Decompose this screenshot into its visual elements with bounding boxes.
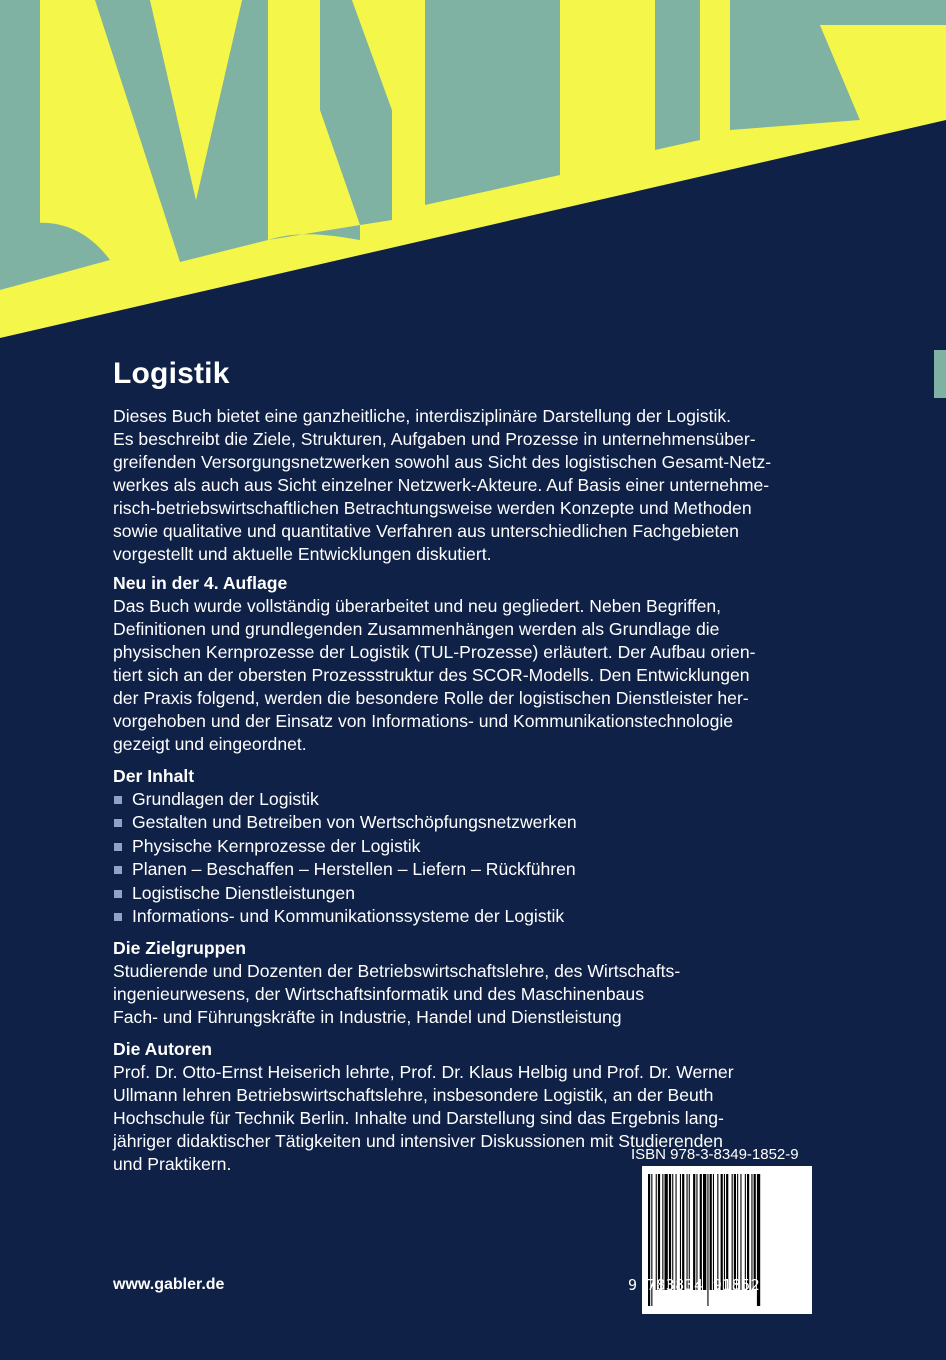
barcode-bar [658, 1174, 660, 1290]
list-item: Planen – Beschaffen – Herstellen – Liefern – Rückführen [113, 858, 833, 881]
square-bullet-icon [114, 913, 122, 921]
authors-heading: Die Autoren [113, 1039, 213, 1060]
cover-art [0, 0, 946, 360]
new-edition-section [113, 572, 833, 756]
barcode-bar [740, 1174, 741, 1290]
barcode-bar [732, 1174, 733, 1290]
contents-list [113, 788, 833, 928]
edge-tab [934, 350, 946, 398]
square-bullet-icon [114, 843, 122, 851]
barcode-bar [687, 1174, 688, 1290]
audience-line: ingenieurwesens, der Wirtschaftsinformatik und des Maschinenbaus [113, 984, 645, 1005]
barcode-bar [713, 1174, 714, 1290]
barcode-bar [672, 1174, 673, 1290]
barcode-bar [665, 1174, 668, 1290]
barcode-bar [703, 1174, 706, 1290]
new-edition-line: der Praxis folgend, werden die besondere Rolle der logistischen Dienstleister her- [113, 688, 749, 708]
barcode-bar [696, 1174, 697, 1290]
authors-line: und Praktikern. [113, 1154, 232, 1175]
barcode-bar [747, 1174, 749, 1290]
barcode-bar [751, 1174, 752, 1290]
authors-line: Hochschule für Technik Berlin. Inhalte und Darstellung sind das Ergebnis lang- [113, 1108, 724, 1129]
intro-line: Dieses Buch bietet eine ganzheitliche, interdisziplinäre Darstellung der Logistik. [113, 406, 732, 426]
square-bullet-icon [114, 866, 122, 874]
barcode-bar [700, 1174, 702, 1290]
audience-section [113, 937, 833, 1029]
new-edition-line: physischen Kernprozesse der Logistik (TUL-Prozesse) erläutert. Der Aufbau orien- [113, 642, 756, 662]
new-edition-line: Das Buch wurde vollständig überarbeitet und neu gegliedert. Neben Begriffen, [113, 596, 722, 616]
barcode-bar [710, 1174, 712, 1290]
new-edition-line: Definitionen und grundlegenden Zusammenhängen werden als Grundlage die [113, 619, 720, 639]
square-bullet-icon [114, 796, 122, 804]
barcode-bar [682, 1174, 684, 1290]
list-item: Grundlagen der Logistik [113, 788, 833, 811]
barcode-bar [689, 1174, 690, 1290]
list-item: Informations- und Kommunikationssysteme der Logistik [113, 905, 833, 928]
isbn-label: ISBN 978-3-8349-1852-9 [631, 1146, 799, 1163]
new-edition-line: gezeigt und eingeordnet. [113, 734, 307, 754]
audience-heading: Die Zielgruppen [113, 938, 246, 959]
barcode-bar [676, 1174, 677, 1290]
contents-section [113, 765, 833, 928]
back-cover-text [113, 354, 833, 1176]
audience-line: Fach- und Führungskräfte in Industrie, Handel und Dienstleistung [113, 1007, 622, 1028]
barcode-bar [734, 1174, 736, 1290]
new-edition-line: tiert sich an der obersten Prozessstruktur des SCOR-Modells. Den Entwicklungen [113, 665, 750, 685]
new-edition-line: vorgehoben und der Einsatz von Informations- und Kommunikationstechnologie [113, 711, 734, 731]
list-item: Gestalten und Betreiben von Wertschöpfungsnetzwerken [113, 811, 833, 834]
barcode-bar [656, 1174, 657, 1290]
contents-heading: Der Inhalt [113, 766, 195, 786]
intro-line: sowie qualitative und quantitative Verfahren aus unterschiedlichen Fachgebieten [113, 521, 739, 541]
barcode-bar [680, 1174, 681, 1290]
square-bullet-icon [114, 819, 122, 827]
barcode-bar [717, 1174, 718, 1290]
intro-line: Es beschreibt die Ziele, Strukturen, Aufgaben und Prozesse in unternehmensüber- [113, 429, 756, 449]
barcode-bar [726, 1174, 728, 1290]
barcode-digits: 9 783834 918529 [628, 1276, 770, 1294]
new-edition-heading: Neu in der 4. Auflage [113, 573, 288, 593]
intro-line: risch-betriebswirtschaftlichen Betrachtungsweise werden Konzepte und Methoden [113, 498, 752, 518]
website-link[interactable]: www.gabler.de [113, 1276, 225, 1293]
barcode-bar [669, 1174, 671, 1290]
intro-line: greifenden Versorgungsnetzwerken sowohl aus Sicht des logistischen Gesamt-Netz- [113, 452, 772, 472]
authors-line: jähriger didaktischer Tätigkeiten und intensiver Diskussionen mit Studierenden [113, 1131, 723, 1152]
barcode-bar [754, 1174, 756, 1290]
list-item: Physische Kernprozesse der Logistik [113, 835, 833, 858]
barcode-bar [745, 1174, 746, 1290]
intro-line: werkes als auch aus Sicht einzelner Netzwerk-Akteure. Auf Basis einer unternehme- [113, 475, 770, 495]
barcode-bar [737, 1174, 738, 1290]
book-title: Logistik [113, 357, 230, 390]
audience-line: Studierende und Dozenten der Betriebswirtschaftslehre, des Wirtschafts- [113, 961, 681, 982]
barcode-bar [693, 1174, 695, 1290]
authors-line: Prof. Dr. Otto-Ernst Heiserich lehrte, Prof. Dr. Klaus Helbig und Prof. Dr. Werner [113, 1062, 734, 1083]
list-item: Logistische Dienstleistungen [113, 882, 833, 905]
intro-paragraph [113, 405, 833, 566]
authors-line: Ullmann lehren Betriebswirtschaftslehre, insbesondere Logistik, an der Beuth [113, 1085, 714, 1106]
barcode-bar [662, 1174, 663, 1290]
barcode-bar [721, 1174, 723, 1290]
square-bullet-icon [114, 890, 122, 898]
barcode-bar [724, 1174, 725, 1290]
intro-line: vorgestellt und aktuelle Entwicklungen diskutiert. [113, 544, 492, 564]
